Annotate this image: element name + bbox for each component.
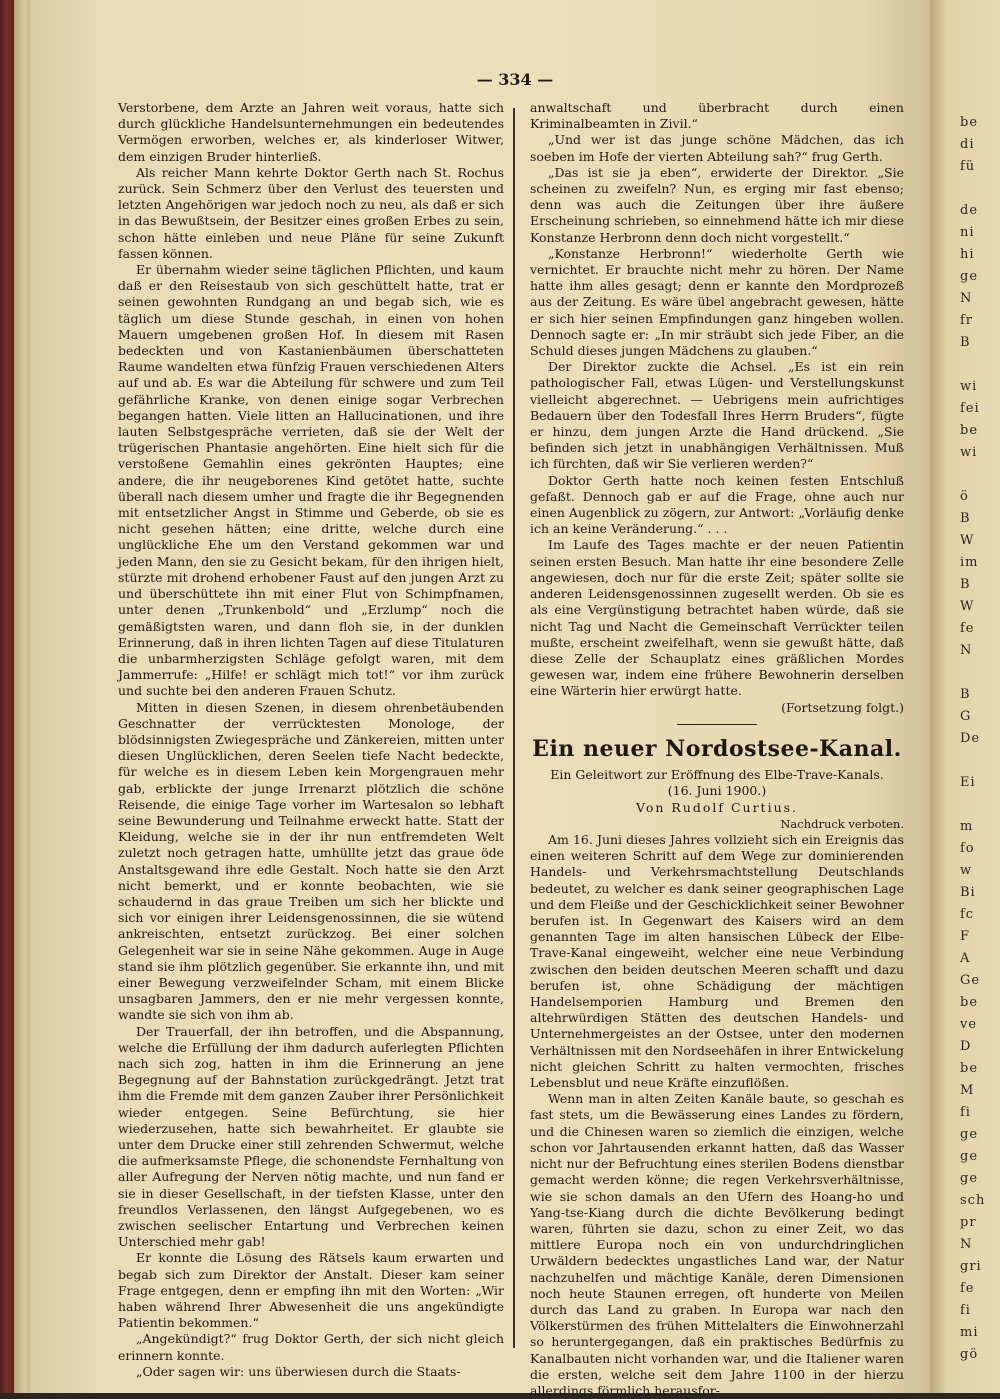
adjacent-page-fragment: ge: [960, 1149, 979, 1164]
adjacent-page-fragment: B: [960, 577, 971, 592]
adjacent-page-fragment: ge: [960, 1171, 979, 1186]
adjacent-page-fragment: wi: [960, 445, 978, 460]
paragraph: Doktor Gerth hatte noch keinen festen Entschluß gefaßt. Dennoch gab er auf die Frage, ohne auch nur einen Augenblick zu zögern, zur Antwort: „Vorläufig denke ich an keine Veränderung.“ . . .: [530, 472, 904, 537]
paragraph: „Oder sagen wir: uns überwiesen durch die Staats-: [136, 1363, 461, 1379]
adjacent-page-fragment: Ei: [960, 775, 976, 790]
page-number: — 334 —: [476, 70, 554, 89]
adjacent-page-fragment: ge: [960, 1127, 979, 1142]
adjacent-page-fragment: Ge: [960, 973, 981, 988]
adjacent-page-fragment: be: [960, 115, 979, 130]
adjacent-page-fragment: B: [960, 335, 971, 350]
adjacent-page-fragment: fe: [960, 1281, 975, 1296]
paragraph: „Konstanze Herbronn!“ wiederholte Gerth wie vernichtet. Er brauchte nicht mehr zu hören. Der Name hatte ihm alles gesagt; denn er kannte den Mordprozeß aus der Zeitung. Es wäre übel angebracht gewesen, hätte er sich hier seinen Empfindungen ganz hingeben wollen. Dennoch sagte er: „In mir sträubt sich jede Fiber, an die Schuld dieses jungen Mädchens zu glauben.“: [530, 245, 904, 359]
adjacent-page-fragment: [960, 750, 1000, 772]
adjacent-page-fragment: fi: [960, 1303, 971, 1318]
paragraph: „Angekündigt?“ frug Doktor Gerth, der sich nicht gleich erinnern konnte.: [118, 1331, 504, 1363]
adjacent-page-fragment: ve: [960, 1017, 978, 1032]
adjacent-page-fragment: W: [960, 533, 975, 548]
adjacent-page-fragment: gri: [960, 1259, 982, 1274]
adjacent-page-fragment: w: [960, 863, 973, 878]
adjacent-page-fragment: fei: [960, 401, 980, 416]
paragraph: anwaltschaft und überbracht durch einen Kriminalbeamten in Zivil.“: [530, 100, 904, 132]
adjacent-page-fragment: De: [960, 731, 981, 746]
paragraph: Er übernahm wieder seine täglichen Pflichten, und kaum daß er den Reisestaub von sich geschüttelt hatte, trat er seinen gewohnten Rundgang an und begab sich, wie es täglich um diese Stunde geschah, in einen von hohen Mauern umgebenen großen Hof. In diesem mit Rasen bedeckten und von Kastanienbäumen überschatteten Raume wandelten etwa fünfzig Frauen verschiedenen Alters auf und ab. Es war die Abteilung für schwere und zum Teil gefährliche Kranke, von denen einige sogar Verbrechen begangen hatten. Viele litten an Hallucinationen, und ihre lauten Selbstgespräche verrieten, daß sie der Welt der trügerischen Phantasie angehörten. Eine hielt sich für die verstoßene Gemahlin eines gekrönten Hauptes; eine andere, die ihr neugeborenes Kind getötet hatte, suchte überall nach diesem umher und fragte die ihr Begegnenden mit entsetzlicher Angst in Stimme und Geberde, ob sie es nicht gesehen hätten; eine dritte, welche durch eine unglückliche Ehe um den Verstand gekommen war und jeden Mann, den sie zu Gesicht bekam, für den ihrigen hielt, stürzte mit drohend erhobener Faust auf den jungen Arzt zu und überschüttete ihn mit einer Flut von Schimpfnamen, unter denen „Trunkenbold“ und „Erzlump“ noch die gemäßigtsten waren, und dann floh sie, in der dunklen Erinnerung, daß in ihren lichten Tagen auf diese Titulaturen die unbarmherzigsten Schläge gefolgt waren, mit dem Jammerrufe: „Hilfe! er schlägt mich tot!“ vor ihm zurück und suchte bei den anderen Frauen Schutz.: [118, 262, 504, 699]
adjacent-page-fragment: A: [960, 951, 971, 966]
adjacent-page-strip: [930, 0, 1000, 1393]
paragraph: Der Trauerfall, der ihn betroffen, und die Abspannung, welche die Erfüllung der ihm dadurch auferlegten Pflichten nach sich zog, hatten in ihm die Erinnerung an jene Begegnung auf der Bahnstation zurückgedrängt. Jetzt trat ihm die Fremde mit dem ganzen Zauber ihrer Persönlichkeit wieder entgegen. Seine Befürchtung, sie hier wiederzusehen, hatte sich bewahrheitet. Er glaubte sie unter dem Drucke einer still zehrenden Schwermut, welche die aufmerksamste Pflege, die schonendste Fernhaltung von aller Aufregung der Nerven nötig machte, und nun fand er sie in dieser Gesellschaft, in der tiefsten Klasse, unter den freundlos Verlassenen, den längst Aufgegebenen, wo es zwischen seelischer Entartung und Verbrechen keinen Unterschied mehr gab!: [118, 1023, 504, 1250]
adjacent-page-fragment: be: [960, 995, 979, 1010]
article-date: (16. Juni 1900.): [667, 783, 767, 799]
adjacent-page-fragment: B: [960, 511, 971, 526]
adjacent-page-text: [960, 112, 1000, 1366]
left-column: [118, 100, 504, 1379]
paragraph: Als reicher Mann kehrte Doktor Gerth nach St. Rochus zurück. Sein Schmerz über den Verlust des teuersten und letzten Angehörigen war jedoch noch zu neu, als daß er sich in das Bewußtsein, der Besitzer eines großen Erbes zu sein, schon hätte einleben und neue Pläne für seine Zukunft fassen können.: [118, 164, 504, 261]
paragraph: „Das ist sie ja eben“, erwiderte der Direktor. „Sie scheinen zu zweifeln? Nun, es erging mir fast ebenso; denn was auch die Zeitungen über ihre äußere Erscheinung schrieben, so einnehmend hätte ich mir diese Konstanze Herbronn denn doch nicht vorgestellt.“: [530, 164, 904, 245]
adjacent-page-fragment: B: [960, 687, 971, 702]
adjacent-page-fragment: gö: [960, 1347, 979, 1362]
adjacent-page-fragment: m: [960, 819, 974, 834]
adjacent-page-fragment: D: [960, 1039, 972, 1054]
adjacent-page-fragment: ge: [960, 269, 979, 284]
adjacent-page-fragment: G: [960, 709, 972, 724]
adjacent-page-fragment: fi: [960, 1105, 971, 1120]
adjacent-page-fragment: ni: [960, 225, 975, 240]
paragraph: Mitten in diesen Szenen, in diesem ohrenbetäubenden Geschnatter der verrücktesten Monologe, der blödsinnigsten Zwiegespräche und Zänkereien, mitten unter diesen Unglücklichen, deren Seelen tiefe Nacht bedeckte, für welche es in diesem Leben kein Morgengrauen mehr gab, erblickte der junge Irrenarzt plötzlich die schöne Reisende, die einige Tage vorher im Wartesalon so lebhaft seine Bewunderung und Teilnahme erweckt hatte. Statt der Kleidung, welche sie in der ihr nun entfremdeten Welt zuletzt noch getragen hatte, umhüllte jetzt das graue öde Anstaltsgewand ihre edle Gestalt. Noch hatte sie den Arzt nicht bemerkt, und er konnte beobachten, wie sie schaudernd in das graue Treiben um sich her blickte und sich vor einigen ihrer Leidensgenossinnen, die sie wütend ankreischten, entsetzt zurückzog. Bei einer solchen Gelegenheit war sie in seine Nähe gekommen. Auge in Auge stand sie ihm plötzlich gegenüber. Sie erkannte ihn, und mit einer Bewegung verzweifelnder Scham, mit einem Blicke unsagbaren Jammers, den er nie mehr vergessen konnte, wandte sie sich von ihm ab.: [118, 699, 504, 1023]
adjacent-page-fragment: [960, 662, 1000, 684]
book-binding-edge: [0, 0, 14, 1393]
paragraph: Verstorbene, dem Arzte an Jahren weit voraus, hatte sich durch glückliche Handelsunternehmungen ein bedeutendes Vermögen erworben, welches er, als kinderloser Witwer, dem einzigen Bruder hinterließ.: [118, 100, 504, 164]
section-rule: [677, 724, 757, 726]
paragraph: Wenn man in alten Zeiten Kanäle baute, so geschah es fast stets, um die Bewässerung eines Landes zu fördern, und die Chinesen waren so ziemlich die einzigen, welche schon vor Jahrtausenden erkannt hatten, daß das Wasser nicht nur der Befruchtung eines sterilen Bodens dienstbar gemacht werden könne; die regen Verkehrsverhältnisse, wie sie schon damals an den Ufern des Hoang-ho und Yang-tse-Kiang durch die dichte Bevölkerung bedingt waren, führten sie dazu, schon zu einer Zeit, wo das mittlere Europa noch ein von undurchdringlichen Urwäldern bedecktes ungastliches Land war, der Natur nachzuhelfen und mächtige Kanäle, deren Dimensionen noch heute Staunen erregen, oft hunderte von Meilen durch das Land zu graben. In Europa war nach den Völkerstürmen des frühen Mittelalters die Einwohnerzahl so heruntergegangen, daß ein praktisches Bedürfnis zu Kanalbauten nicht vorhanden war, und die Italiener waren die ersten, welche seit dem Jahre 1100 in der hierzu allerdings förmlich herausfor-: [530, 1091, 904, 1398]
adjacent-page-fragment: Bi: [960, 885, 976, 900]
adjacent-page-fragment: mi: [960, 1325, 979, 1340]
adjacent-page-fragment: wi: [960, 379, 978, 394]
adjacent-page-fragment: [960, 464, 1000, 486]
adjacent-page-fragment: di: [960, 137, 975, 152]
adjacent-page-fragment: fe: [960, 621, 975, 636]
column-divider: [513, 108, 515, 1348]
paragraph: Am 16. Juni dieses Jahres vollzieht sich ein Ereignis das einen weiteren Schritt auf dem Wege zur dominierenden Handels- und Verkehrsmachtstellung Deutschlands bedeutet, zu welcher es dank seiner geographischen Lage und dem Fleiße und der Geschicklichkeit seiner Bewohner berufen ist. In Gegenwart des Kaisers wird an dem genannten Tage im alten hansischen Lübeck der Elbe-Trave-Kanal eingeweiht, welcher eine neue Verbindung zwischen den beiden deutschen Meeren schafft und dazu berufen ist, ohne Schädigung der mächtigen Handelsemporien Hamburg und Bremen den altehrwürdigen Stätten des deutschen Handels- und Unternehmergeistes an der Ostsee, unter den modernen Verhältnissen mit den Nordseehäfen in ihrer Entwickelung nicht gleichen Schritt zu halten vermochten, frisches Lebensblut und neue Kräfte einzuflößen.: [530, 832, 904, 1091]
reprint-note: Nachdruck verboten.: [780, 816, 904, 831]
adjacent-page-fragment: M: [960, 1083, 975, 1098]
adjacent-page-fragment: fo: [960, 841, 975, 856]
paragraph: Er konnte die Lösung des Rätsels kaum erwarten und begab sich zum Direktor der Anstalt. Dieser kam seiner Frage entgegen, denn er empfing ihn mit den Worten: „Wir haben während Ihrer Abwesenheit die uns angekündigte Patientin bekommen.“: [118, 1250, 504, 1331]
adjacent-page-fragment: sch: [960, 1193, 986, 1208]
adjacent-page-fragment: hi: [960, 247, 975, 262]
adjacent-page-fragment: im: [960, 555, 979, 570]
adjacent-page-fragment: N: [960, 291, 973, 306]
right-column: [530, 100, 904, 1398]
adjacent-page-fragment: N: [960, 643, 973, 658]
paragraph: Im Laufe des Tages machte er der neuen Patientin seinen ersten Besuch. Man hatte ihr eine besondere Zelle angewiesen, doch nur für die erste Zeit; später sollte sie anderen Leidensgenossinnen zugesellt werden. Ob sie es als eine Vergünstigung betrachtet haben würde, daß sie nicht Tag und Nacht die Gemeinschaft Verrückter teilen mußte, erscheint zweifelhaft, wenn sie gewußt hätte, daß diese Zelle der Schauplatz eines gräßlichen Mordes gewesen war, indem eine frühere Bewohnerin derselben eine Wärterin hier erwürgt hatte.: [530, 537, 904, 699]
adjacent-page-fragment: be: [960, 423, 979, 438]
adjacent-page-fragment: fc: [960, 907, 975, 922]
paragraph: „Und wer ist das junge schöne Mädchen, das ich soeben im Hofe der vierten Abteilung sah?“ frug Gerth.: [530, 132, 904, 164]
adjacent-page-fragment: pr: [960, 1215, 977, 1230]
article-title: Ein neuer Nordostsee-Kanal.: [532, 736, 902, 763]
adjacent-page-fragment: ö: [960, 489, 969, 504]
adjacent-page-fragment: [960, 178, 1000, 200]
paragraph: Der Direktor zuckte die Achsel. „Es ist ein rein pathologischer Fall, etwas Lügen- und Verstellungskunst vielleicht abgerechnet. — Uebrigens mein aufrichtiges Bedauern über den Todesfall Ihres Herrn Bruders“, fügte er hinzu, dem jungen Arzte die Hand drückend. „Sie befinden sich jetzt in unabhängigen Verhältnissen. Muß ich fürchten, daß wir Sie verlieren werden?“: [530, 359, 904, 472]
article-subtitle: Ein Geleitwort zur Eröffnung des Elbe-Trave-Kanals.: [550, 767, 884, 783]
adjacent-page-fragment: F: [960, 929, 971, 944]
adjacent-page-fragment: be: [960, 1061, 979, 1076]
adjacent-page-fragment: fü: [960, 159, 976, 174]
adjacent-page-fragment: fr: [960, 313, 974, 328]
adjacent-page-fragment: [960, 794, 1000, 816]
adjacent-page-fragment: de: [960, 203, 979, 218]
article-author: Von Rudolf Curtius.: [635, 799, 799, 815]
continuation-note: (Fortsetzung folgt.): [781, 699, 904, 715]
adjacent-page-fragment: [960, 354, 1000, 376]
adjacent-page-fragment: W: [960, 599, 975, 614]
adjacent-page-fragment: N: [960, 1237, 973, 1252]
